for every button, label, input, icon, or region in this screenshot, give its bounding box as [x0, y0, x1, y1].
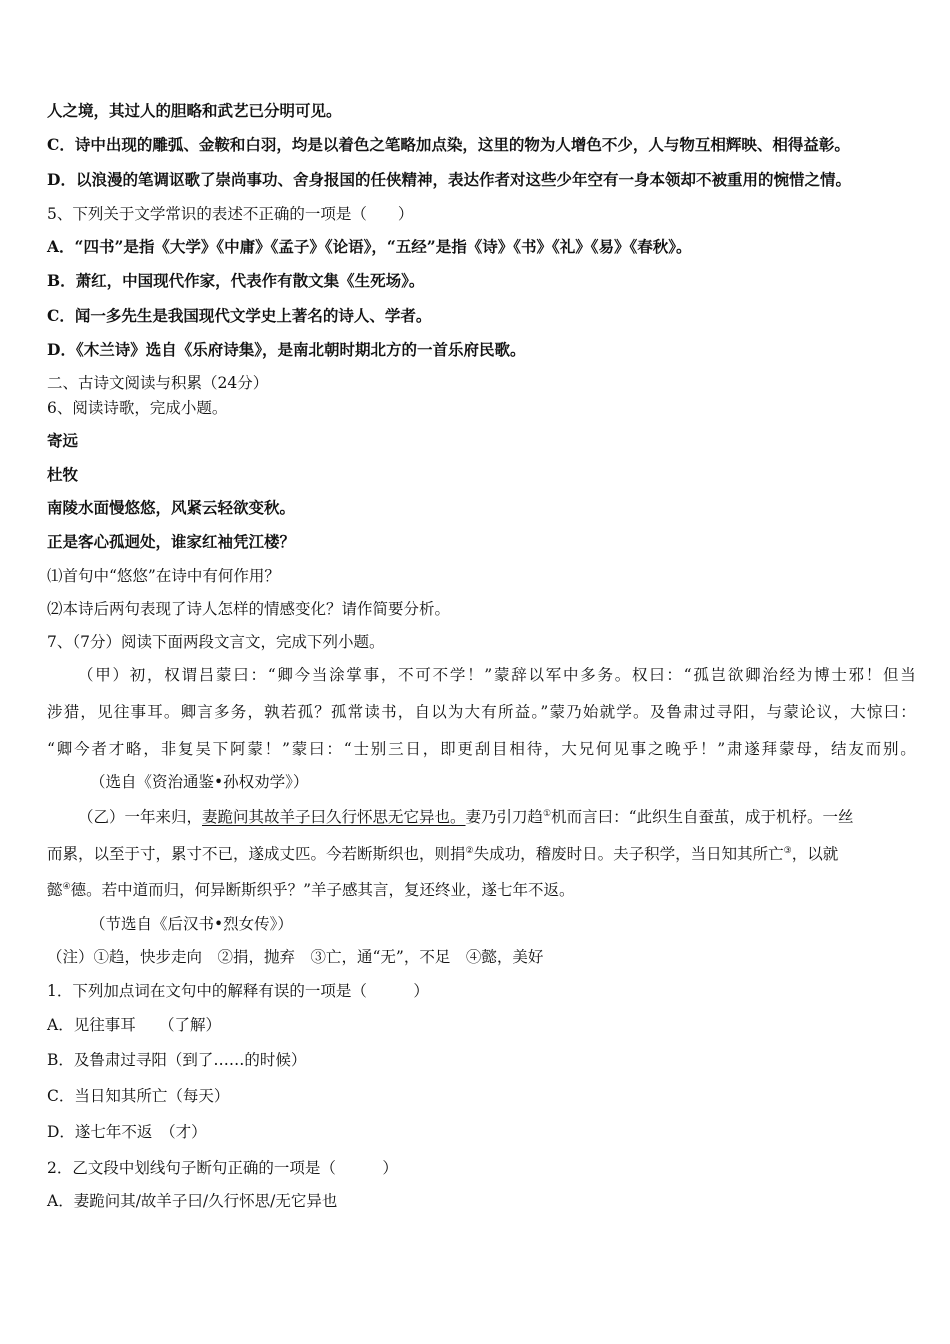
passage-b-text: 而累，以至于寸，累寸不已，遂成丈匹。今若断斯织也，则捐 [47, 845, 466, 863]
q6-subquestion-2: ⑵本诗后两句表现了诗人怎样的情感变化？请作简要分析。 [47, 600, 451, 618]
passage-a-line-3: “卿今者才略，非复吴下阿蒙！”蒙曰：“士别三日，即更刮目相待，大兄何见事之晚乎！”肃遂拜蒙母，结友而别。 [47, 740, 916, 758]
q7-1-option-c: C．当日知其所亡（每天） [47, 1087, 230, 1105]
option-d: D．以浪漫的笔调讴歌了崇尚事功、舍身报国的任侠精神，表达作者对这些少年空有一身本领却不被重用的惋惜之情。 [47, 170, 851, 189]
q7-subquestion-2: 2．乙文段中划线句子断句正确的一项是（ ） [47, 1159, 398, 1177]
passage-b-text: ，以就 [791, 845, 839, 863]
question-5-stem: 5、下列关于文学常识的表述不正确的一项是（ ） [47, 205, 414, 223]
passage-b-text: 失成功，稽废时日。夫子积学，当日知其所亡 [473, 845, 784, 863]
poem-line-2: 正是客心孤迥处，谁家红袖凭江楼？ [47, 532, 296, 551]
footnote-marker: ④ [62, 881, 71, 892]
section-heading: 二、古诗文阅读与积累（24分） [47, 374, 269, 392]
footnote-marker: ② [465, 845, 474, 856]
passage-a-line-2: 涉猎，见往事耳。卿言多务，孰若孤？孤常读书，自以为大有所益。”蒙乃始就学。及鲁肃过寻阳，与蒙论议，大惊曰： [47, 703, 916, 721]
footnote-marker: ③ [783, 845, 792, 856]
question-6-stem: 6、阅读诗歌，完成小题。 [47, 399, 228, 417]
passage-b-line-1 [78, 806, 916, 828]
passage-b-source: （节选自《后汉书•烈女传》） [90, 915, 293, 933]
underlined-sentence: 妻跪问其故羊子曰久行怀思无它异也。 [202, 808, 466, 826]
passage-b-line-3 [47, 879, 916, 901]
option-b-continuation: 人之境，其过人的胆略和武艺已分明可见。 [47, 101, 342, 120]
poem-title: 寄远 [47, 431, 79, 450]
q7-1-option-b: B．及鲁肃过寻阳（到了……的时候） [47, 1051, 307, 1069]
q5-option-d: D．《木兰诗》选自《乐府诗集》，是南北朝时期北方的一首乐府民歌。 [47, 340, 526, 359]
passage-b-text: 妻乃引刀趋 [465, 808, 544, 826]
passage-b-text: 机而言曰：“此织生自蚕茧，成于机杼。一丝 [551, 808, 854, 826]
q6-subquestion-1: ⑴首句中“悠悠”在诗中有何作用？ [47, 567, 280, 585]
passage-a-source: （选自《资治通鉴•孙权劝学》） [90, 773, 309, 791]
q7-1-option-d: D．遂七年不返 （才） [47, 1123, 207, 1141]
annotation-notes: （注）①趋，快步走向 ②捐，抛弃 ③亡，通“无”，不足 ④懿，美好 [47, 948, 544, 966]
passage-a-line-1: （甲）初，权谓吕蒙曰：“卿今当涂掌事，不可不学！”蒙辞以军中多务。权曰：“孤岂欲卿治经为博士邪！但当 [78, 666, 916, 684]
option-c: C．诗中出现的雕弧、金鞍和白羽，均是以着色之笔略加点染，这里的物为人增色不少，人与物互相辉映、相得益彰。 [47, 135, 850, 154]
q7-1-option-a: A．见往事耳 （了解） [47, 1016, 221, 1034]
poem-author: 杜牧 [47, 465, 79, 484]
passage-b-line-2 [47, 843, 916, 865]
poem-line-1: 南陵水面慢悠悠，风紧云轻欲变秋。 [47, 498, 296, 517]
question-7-stem: 7、（7分）阅读下面两段文言文，完成下列小题。 [47, 633, 385, 651]
q5-option-a: A．“四书”是指《大学》《中庸》《孟子》《论语》，“五经”是指《诗》《书》《礼》《易》《春秋》。 [47, 237, 692, 256]
q7-subquestion-1: 1．下列加点词在文句中的解释有误的一项是（ ） [47, 982, 429, 1000]
passage-b-text: （乙）一年来归， [78, 808, 203, 826]
passage-b-text: 懿 [47, 881, 63, 899]
passage-b-text: 德。若中道而归，何异断斯织乎？”羊子感其言，复还终业，遂七年不返。 [70, 881, 575, 899]
footnote-marker: ① [543, 808, 552, 819]
q5-option-c: C．闻一多先生是我国现代文学史上著名的诗人、学者。 [47, 306, 432, 325]
q5-option-b: B．萧红，中国现代作家，代表作有散文集《生死场》。 [47, 271, 425, 290]
q7-2-option-a: A．妻跪问其/故羊子曰/久行怀思/无它异也 [47, 1192, 338, 1210]
